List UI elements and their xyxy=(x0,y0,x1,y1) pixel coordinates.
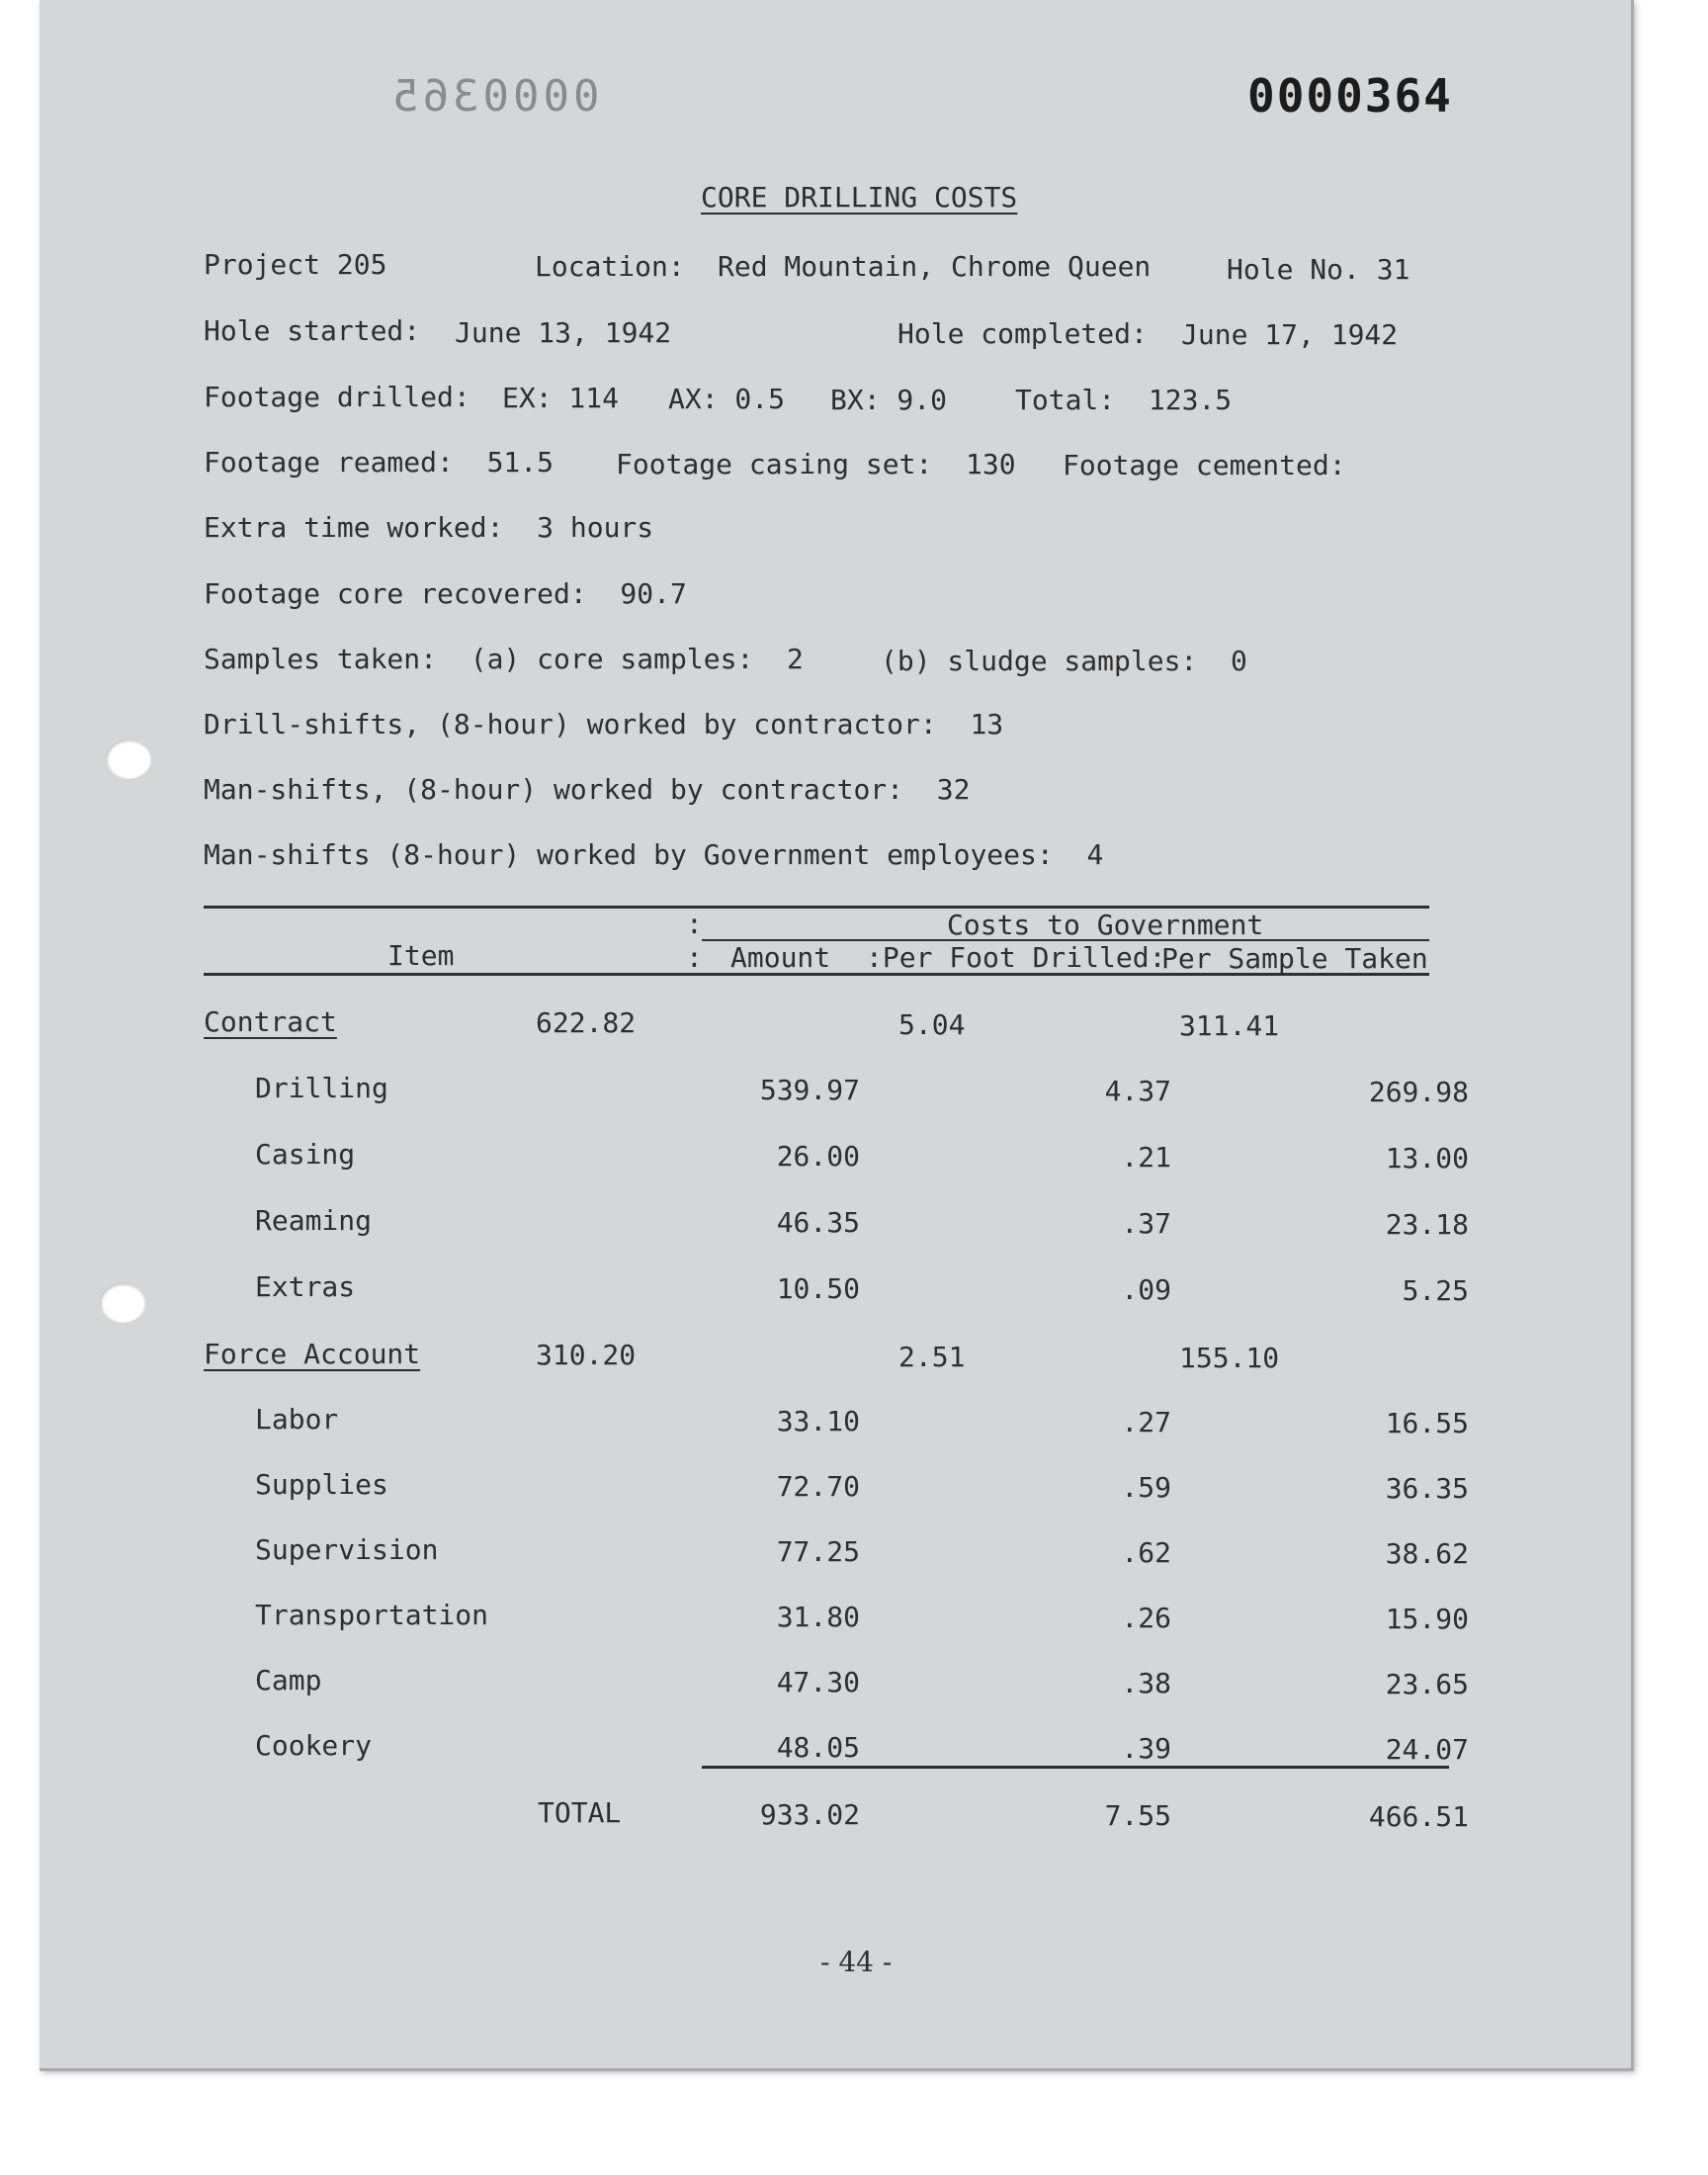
row-per-sample: 269.98 xyxy=(1368,1076,1469,1108)
row-label: Cookery xyxy=(255,1729,373,1762)
samples-sludge: (b) sludge samples: 0 xyxy=(881,645,1247,677)
row-per-sample: 38.62 xyxy=(1385,1537,1469,1570)
group-per-foot: 5.04 xyxy=(898,1008,966,1041)
row-per-foot: .62 xyxy=(1121,1536,1171,1569)
item-column-header: Item xyxy=(387,939,455,972)
man-shifts-government: Man-shifts (8-hour) worked by Government employees: 4 xyxy=(204,838,1104,871)
row-per-sample: 15.90 xyxy=(1385,1603,1469,1635)
page-number: - 44 - xyxy=(820,1946,893,1978)
footage-ex: EX: 114 xyxy=(502,382,620,414)
project-number: Project 205 xyxy=(204,248,387,281)
location-value: Red Mountain, Chrome Queen xyxy=(718,250,1152,283)
mirrored-stamp: 0000365 xyxy=(388,71,600,122)
row-label: Supervision xyxy=(255,1533,439,1566)
row-amount: 48.05 xyxy=(776,1731,860,1764)
row-amount: 77.25 xyxy=(776,1535,860,1568)
row-label: Transportation xyxy=(255,1599,489,1631)
row-amount: 46.35 xyxy=(776,1206,860,1239)
group-label-force-account: Force Account xyxy=(204,1338,421,1370)
total-amount: 933.02 xyxy=(759,1798,860,1831)
document-page xyxy=(40,0,1634,2071)
row-per-sample: 24.07 xyxy=(1385,1733,1469,1766)
row-per-foot: 4.37 xyxy=(1104,1075,1171,1107)
column-divider-colon: : xyxy=(686,908,703,940)
footage-drilled-label: Footage drilled: xyxy=(204,381,470,413)
row-amount: 72.70 xyxy=(776,1470,860,1503)
row-per-foot: .27 xyxy=(1121,1406,1171,1438)
row-per-foot: .26 xyxy=(1121,1602,1171,1634)
row-per-foot: .39 xyxy=(1121,1732,1171,1765)
samples-core: Samples taken: (a) core samples: 2 xyxy=(204,643,804,675)
row-amount: 26.00 xyxy=(776,1140,860,1173)
row-per-foot: .21 xyxy=(1121,1141,1171,1174)
row-per-foot: .38 xyxy=(1121,1667,1171,1699)
footage-total: Total: 123.5 xyxy=(1015,384,1233,416)
hole-completed-label: Hole completed: xyxy=(897,317,1148,350)
row-per-sample: 23.65 xyxy=(1385,1668,1469,1700)
hole-completed-value: June 17, 1942 xyxy=(1181,318,1399,351)
row-amount: 47.30 xyxy=(776,1666,860,1698)
row-per-foot: .37 xyxy=(1121,1207,1171,1240)
row-per-sample: 5.25 xyxy=(1402,1274,1469,1307)
footage-ax: AX: 0.5 xyxy=(668,383,786,415)
man-shifts-contractor: Man-shifts, (8-hour) worked by contractor: 32 xyxy=(204,773,971,806)
hole-number: Hole No. 31 xyxy=(1227,253,1410,286)
group-label-contract: Contract xyxy=(204,1005,337,1038)
drill-shifts: Drill-shifts, (8-hour) worked by contractor: 13 xyxy=(204,708,1004,740)
total-rule xyxy=(702,1766,1449,1769)
group-amount: 310.20 xyxy=(536,1339,637,1371)
hole-started-label: Hole started: xyxy=(204,314,421,347)
costs-to-government-heading: Costs to Government xyxy=(947,909,1264,941)
per-foot-column-header: :Per Foot Drilled: xyxy=(866,941,1166,974)
row-amount: 31.80 xyxy=(776,1601,860,1633)
row-label: Extras xyxy=(255,1270,356,1303)
footage-core-recovered: Footage core recovered: 90.7 xyxy=(204,577,687,610)
row-label: Drilling xyxy=(255,1072,388,1104)
punch-hole xyxy=(106,740,151,779)
extra-time-worked: Extra time worked: 3 hours xyxy=(204,511,654,544)
group-per-sample: 311.41 xyxy=(1179,1009,1280,1042)
footage-reamed: Footage reamed: 51.5 xyxy=(204,446,555,478)
row-label: Reaming xyxy=(255,1204,373,1237)
amount-column-header: Amount xyxy=(730,941,831,974)
row-per-sample: 36.35 xyxy=(1385,1472,1469,1505)
page-id-stamp: 0000364 xyxy=(1247,69,1453,123)
group-per-foot: 2.51 xyxy=(898,1341,966,1373)
document-title: CORE DRILLING COSTS xyxy=(701,181,1018,214)
column-divider-colon: : xyxy=(686,941,703,974)
punch-hole xyxy=(100,1283,145,1323)
total-per-sample: 466.51 xyxy=(1368,1800,1469,1833)
footage-casing-set: Footage casing set: 130 xyxy=(616,448,1016,480)
row-amount: 539.97 xyxy=(759,1074,860,1106)
total-label: TOTAL xyxy=(538,1796,622,1829)
per-sample-column-header: Per Sample Taken xyxy=(1161,942,1428,975)
group-per-sample: 155.10 xyxy=(1179,1342,1280,1374)
row-label: Labor xyxy=(255,1403,339,1436)
group-amount: 622.82 xyxy=(536,1006,637,1039)
row-per-sample: 13.00 xyxy=(1385,1142,1469,1174)
footage-bx: BX: 9.0 xyxy=(830,384,948,416)
row-per-sample: 23.18 xyxy=(1385,1208,1469,1241)
row-per-sample: 16.55 xyxy=(1385,1407,1469,1439)
row-amount: 33.10 xyxy=(776,1405,860,1437)
hole-started-value: June 13, 1942 xyxy=(455,316,672,349)
footage-cemented: Footage cemented: xyxy=(1063,449,1346,481)
row-amount: 10.50 xyxy=(776,1272,860,1305)
row-per-foot: .59 xyxy=(1121,1471,1171,1504)
location-label: Location: xyxy=(535,250,685,283)
row-label: Camp xyxy=(255,1664,322,1696)
row-label: Casing xyxy=(255,1138,356,1171)
total-per-foot: 7.55 xyxy=(1104,1799,1171,1832)
row-label: Supplies xyxy=(255,1468,388,1501)
row-per-foot: .09 xyxy=(1121,1273,1171,1306)
